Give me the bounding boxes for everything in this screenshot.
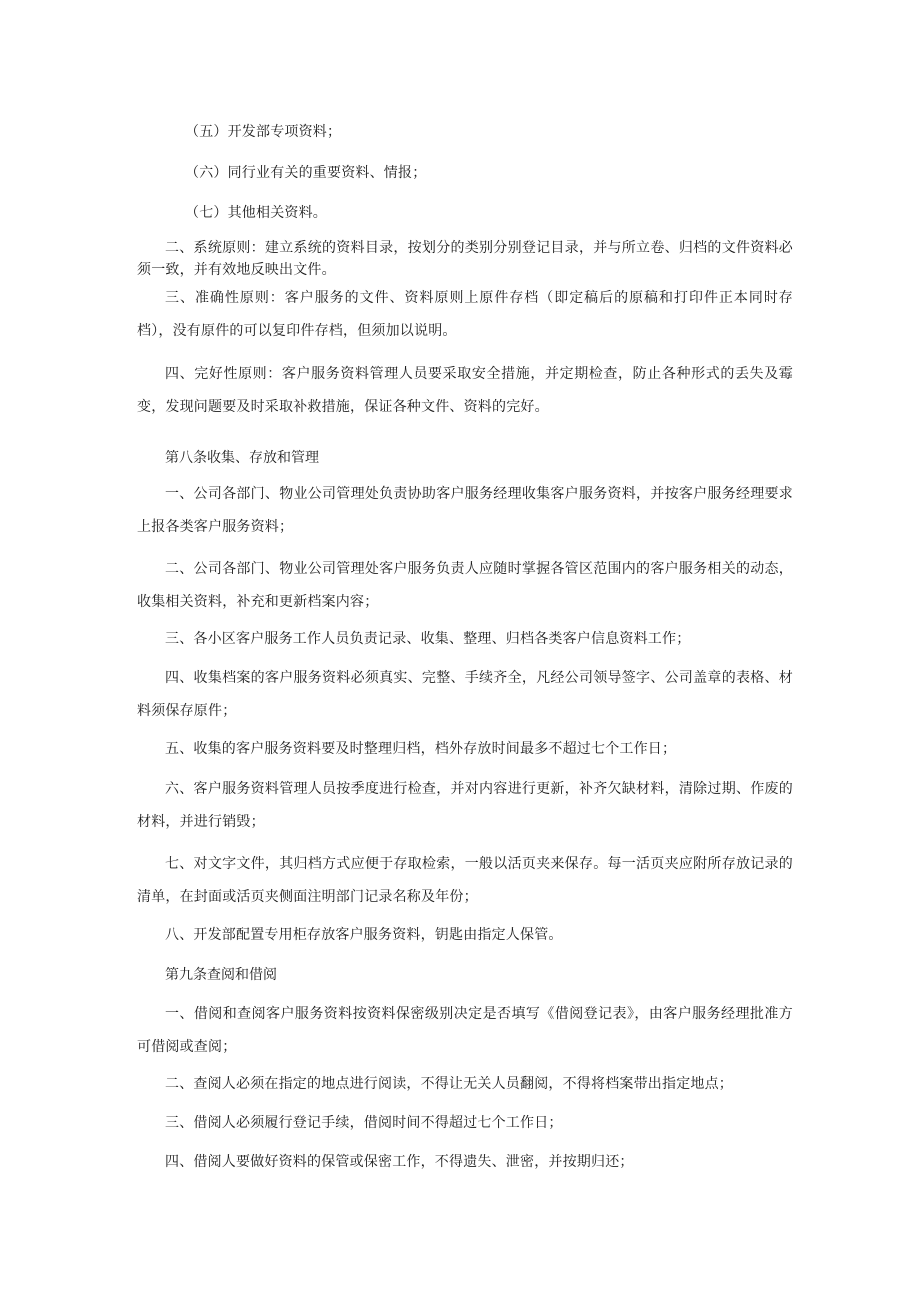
article8-item-8: 八、开发部配置专用柜存放客户服务资料，钥匙由指定人保管。 [165, 927, 563, 943]
article8-item-5: 五、收集的客户服务资料要及时整理归档，档外存放时间最多不超过七个工作日； [165, 741, 677, 757]
principle-accuracy: 三、准确性原则：客户服务的文件、资料原则上原件存档（即定稿后的原稿和打印件正本同时存档），没有原件的可以复印件存档，但须加以说明。 [137, 290, 793, 339]
list-item-7: （七）其他相关资料。 [185, 205, 327, 221]
article8-item-4: 四、收集档案的客户服务资料必须真实、完整、手续齐全，凡经公司领导签字、公司盖章的表格、材料须保存原件； [137, 670, 793, 719]
article9-item-4: 四、借阅人要做好资料的保管或保密工作，不得遗失、泄密，并按期归还； [165, 1154, 634, 1170]
article8-item-6: 六、客户服务资料管理人员按季度进行检查，并对内容进行更新，补齐欠缺材料，清除过期、作废的材料，并进行销毁； [137, 781, 793, 830]
article8-item-2: 二、公司各部门、物业公司管理处客户服务负责人应随时掌握各管区范围内的客户服务相关的动态，收集相关资料，补充和更新档案内容； [137, 561, 793, 610]
article9-title: 第九条查阅和借阅 [165, 967, 277, 983]
article8-item-7: 七、对文字文件，其归档方式应便于存取检索，一般以活页夹来保存。每一活页夹应附所存放记录的清单，在封面或活页夹侧面注明部门记录名称及年份； [137, 856, 793, 905]
article8-item-3: 三、各小区客户服务工作人员负责记录、收集、整理、归档各类客户信息资料工作； [165, 631, 691, 647]
article9-item-2: 二、查阅人必须在指定的地点进行阅读，不得让无关人员翻阅，不得将档案带出指定地点； [165, 1076, 733, 1092]
article8-item-1: 一、公司各部门、物业公司管理处负责协助客户服务经理收集客户服务资料，并按客户服务经理要求上报各类客户服务资料； [137, 486, 793, 535]
principle-system: 二、系统原则：建立系统的资料目录，按划分的类别分别登记目录，并与所立卷、归档的文件资料必须一致，并有效地反映出文件。 [137, 240, 793, 278]
list-item-6: （六）同行业有关的重要资料、情报； [185, 165, 427, 181]
list-item-5: （五）开发部专项资料； [185, 124, 342, 140]
article8-title: 第八条收集、存放和管理 [165, 450, 319, 466]
principle-integrity: 四、完好性原则：客户服务资料管理人员要采取安全措施，并定期检查，防止各种形式的丢失及霉变，发现问题要及时采取补救措施，保证各种文件、资料的完好。 [137, 366, 793, 415]
article9-item-3: 三、借阅人必须履行登记手续，借阅时间不得超过七个工作日； [165, 1115, 563, 1131]
article9-item-1: 一、借阅和查阅客户服务资料按资料保密级别决定是否填写《借阅登记表》，由客户服务经理批准方可借阅或查阅； [137, 1006, 793, 1055]
